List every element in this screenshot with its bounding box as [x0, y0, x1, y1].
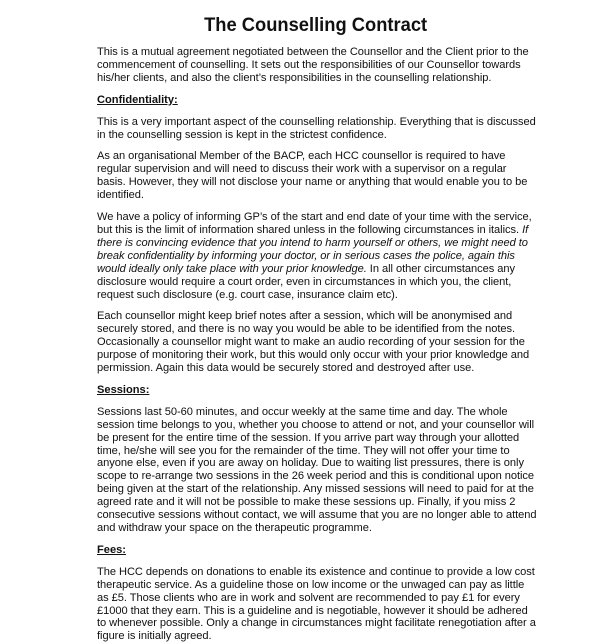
court-order-text: In all other circumstances any disclosure would require a court order, even in circumstances in which you, the client, request such disclosure (e.g. court case, insurance claim etc).	[97, 262, 516, 301]
confidentiality-paragraph-4: Each counsellor might keep brief notes after a session, which will be anonymised and securely stored, and there is no way you would be able to be identified from the notes. Occasionally a counsellor might want to make an audio recording of your session for the purpose of monitoring their work, but this would only occur with your prior knowledge and permission. Again this data would be securely stored and destroyed after use.	[97, 310, 530, 375]
intro-paragraph: This is a mutual agreement negotiated between the Counsellor and the Client prior to the commencement of counselling. It sets out the responsibilities of our Counsellor towards his/her clients, and also the client’s responsibilities in the counselling relationship.	[97, 46, 529, 84]
fees-paragraph: The HCC depends on donations to enable its existence and continue to provide a low cost therapeutic service. As a guideline those on low income or the unwaged can pay as little as £5. Those clients who are in work and solvent are recommended to pay £1 for every £1000 that they earn. This is a guideline and is negotiable, however it should be adhered to whenever possible. Only a change in circumstances might facilitate renegotiation after a figure is initially agreed.	[97, 565, 536, 643]
confidentiality-paragraph-1: This is a very important aspect of the counselling relationship. Everything that is discussed in the counselling session is kept in the strictest confidence.	[97, 115, 536, 141]
italic-exception-text: If there is convincing evidence that you intend to harm yourself or others, we might need to break confidentiality by informing your doctor, or in serious cases the police, again this would ideally only take place with your prior knowledge.	[97, 223, 529, 275]
confidentiality-heading: Confidentiality:	[97, 93, 178, 106]
confidentiality-paragraph-2: As an organisational Member of the BACP, each HCC counsellor is required to have regular supervision and will need to discuss their work with a supervisor on a regular basis. However, they will not disclose your name or anything that would enable you to be identified.	[97, 150, 528, 202]
sessions-paragraph: Sessions last 50-60 minutes, and occur weekly at the same time and day. The whole session time belongs to you, whether you choose to attend or not, and your counsellor will be present for the entire time of the session. If you arrive part way through your allotted time, he/she will see you for the remainder of the time. They will not offer your time to anyone else, even if you are away on holiday. Due to waiting list pressures, there is only scope to re-arrange two sessions in the 26 week period and this is conditional upon notice being given at the start of the relationship. Any missed sessions will need to paid for at the agreed rate and it will not be possible to make these sessions up. Finally, if you miss 2 consecutive sessions without contact, we will assume that you are no longer able to attend and withdraw your space on the therapeutic programme.	[97, 405, 537, 534]
fees-heading: Fees:	[97, 543, 126, 556]
sessions-heading: Sessions:	[97, 383, 150, 396]
confidentiality-paragraph-3	[97, 211, 538, 301]
gp-policy-text: We have a policy of informing GP’s of the start and end date of your time with the service, but this is the limit of information shared unless in the following circumstances in italics.	[97, 211, 532, 236]
document-title: The Counselling Contract	[204, 14, 428, 36]
